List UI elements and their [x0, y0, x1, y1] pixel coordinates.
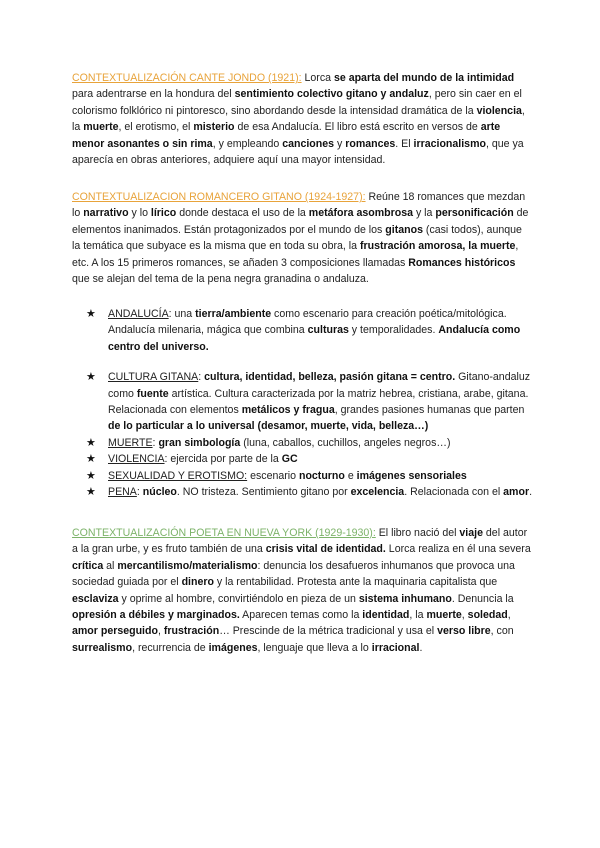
emphasis-text: tierra/ambiente [195, 308, 272, 320]
body-text: Lorca [301, 72, 334, 84]
body-text: (luna, caballos, cuchillos, angeles negros…) [240, 436, 451, 449]
star-bullet-icon: ★ [86, 486, 96, 499]
emphasis-text: verso libre [437, 625, 491, 638]
body-text: : [198, 371, 205, 384]
emphasis-text: soledad [467, 609, 508, 622]
emphasis-text: crítica [72, 559, 104, 572]
star-bullet-icon: ★ [86, 469, 96, 482]
body-text: , y empleando [212, 137, 283, 150]
body-text: , lenguaje que lleva a lo [257, 641, 372, 654]
body-text: . [419, 641, 423, 654]
body-text: de esa Andalucía. El libro está escrito en versos de [234, 121, 481, 134]
body-text: . El [395, 137, 414, 150]
body-text: . Denuncia la [451, 592, 514, 605]
body-text: , [507, 609, 511, 622]
theme-label: PENA [108, 486, 137, 499]
emphasis-text: mercantilismo/materialismo [117, 559, 258, 572]
emphasis-text: amor perseguido [72, 625, 158, 638]
body-text: , grandes pasiones humanas que parten [334, 404, 525, 417]
star-bullet-icon: ★ [86, 371, 96, 384]
star-bullet-icon: ★ [86, 436, 96, 449]
emphasis-text: sentimiento colectivo gitano y andaluz [234, 88, 429, 101]
body-text: : [136, 486, 143, 499]
body-text: … Prescinde de la métrica tradicional y usa el [219, 625, 438, 638]
emphasis-text: imágenes [208, 641, 258, 654]
emphasis-text: muerte [83, 121, 119, 134]
body-text: e [344, 469, 357, 482]
body-text: , el erotismo, el [118, 121, 194, 134]
emphasis-text: irracionalismo [413, 137, 486, 150]
theme-list-item [86, 468, 534, 484]
body-text: , recurrencia de [132, 641, 209, 654]
emphasis-text: dinero [181, 576, 214, 589]
theme-list-item [86, 306, 534, 355]
emphasis-text: gitanos [385, 223, 423, 236]
theme-label: MUERTE [108, 436, 153, 449]
emphasis-text: crisis vital de identidad. [265, 543, 386, 556]
emphasis-text: romances [345, 137, 396, 150]
body-text: , que ya aparecía en obras anteriores, adquiere aquí una mayor intensidad. [72, 137, 524, 167]
body-text: , etc. A los 15 primeros romances, se añaden 3 composiciones llamadas [72, 240, 519, 269]
star-bullet-icon: ★ [86, 453, 96, 466]
section-cante-jondo [72, 70, 532, 168]
emphasis-text: metáfora asombrosa [308, 207, 413, 220]
emphasis-text: de lo particular a lo universal (desamor, muerte, vida, belleza…) [108, 420, 429, 433]
emphasis-text: Andalucía como centro del universo. [108, 324, 521, 353]
section-heading: CONTEXTUALIZACIÓN CANTE JONDO (1921): [72, 72, 302, 84]
theme-label: SEXUALIDAD Y EROTISMO: [108, 469, 248, 482]
emphasis-text: excelencia [350, 486, 405, 499]
section-poeta-nueva-york [72, 525, 532, 656]
body-text: Aparecen temas como la [239, 609, 363, 622]
body-text: Lorca realiza en él una severa [385, 543, 531, 556]
theme-list-item [86, 451, 534, 467]
body-text: Reúne 18 romances que mezdan lo [72, 191, 526, 220]
body-text: del autor a la gran urbe, y es fruto también de una [72, 527, 528, 556]
body-text: , con [490, 625, 514, 638]
body-text: , la [409, 609, 427, 622]
theme-label: VIOLENCIA [108, 453, 165, 466]
emphasis-text: narrativo [83, 207, 129, 220]
body-text: y lo [128, 207, 151, 220]
body-text: donde destaca el uso de la [176, 207, 309, 220]
emphasis-text: culturas [307, 324, 349, 337]
section-romancero-gitano [72, 189, 532, 287]
body-text: : [152, 436, 159, 449]
emphasis-text: muerte [426, 609, 462, 622]
body-text: El libro nació del [375, 527, 460, 539]
body-text: y la [413, 207, 436, 220]
emphasis-text: opresión a débiles y marginados. [72, 609, 240, 622]
emphasis-text: núcleo [142, 486, 177, 499]
section-heading: CONTEXTUALIZACIÓN POETA EN NUEVA YORK (1929-1930): [72, 527, 376, 539]
emphasis-text: misterio [193, 121, 235, 134]
theme-list-item [86, 435, 534, 451]
theme-list-item [86, 484, 534, 500]
emphasis-text: frustración [163, 625, 220, 638]
emphasis-text: canciones [282, 137, 335, 150]
emphasis-text: sistema inhumano [358, 592, 452, 605]
star-bullet-icon: ★ [86, 308, 96, 320]
emphasis-text: nocturno [298, 469, 345, 482]
body-text: , [461, 609, 468, 622]
emphasis-text: viaje [459, 527, 483, 539]
body-text: y la rentabilidad. Protesta ante la maquinaria capitalista que [213, 576, 498, 589]
body-text: como escenario para creación poética/mitológica. Andalucía milenaria, mágica que combina [108, 308, 507, 337]
body-text: : denuncia los desafueros inhumanos que provoca una sociedad guiada por el [72, 559, 515, 589]
emphasis-text: amor [503, 486, 530, 499]
section-body [72, 72, 525, 166]
section-heading: CONTEXTUALIZACION ROMANCERO GITANO (1924-1927): [72, 191, 366, 203]
body-text: , [157, 625, 164, 638]
body-text: artística. Cultura caracterizada por la matriz hebrea, cristiana, arabe, gitana. Relacionada con elementos [108, 387, 529, 417]
body-text: y oprime al hombre, convirtiéndolo en pieza de un [118, 592, 359, 605]
body-text: escenario [247, 469, 299, 482]
emphasis-text: imágenes sensoriales [356, 469, 467, 482]
body-text: , pero sin caer en el colorismo folklórico ni pintoresco, sino abordando desde la intensidad dramática de la [72, 88, 522, 117]
body-text: . NO tristeza. Sentimiento gitano por [176, 486, 351, 499]
body-text: Gitano-andaluz como [108, 371, 531, 400]
list-spacer [86, 355, 534, 369]
emphasis-text: GC [281, 453, 298, 466]
section-body [72, 191, 528, 285]
theme-list-item [86, 369, 534, 435]
theme-label: ANDALUCÍA [108, 308, 169, 320]
emphasis-text: esclaviza [72, 592, 119, 605]
emphasis-text: violencia [476, 104, 522, 117]
emphasis-text: fuente [136, 387, 169, 400]
body-text: : una [168, 308, 196, 320]
section-body [72, 527, 531, 654]
emphasis-text: personificación [435, 207, 514, 220]
emphasis-text: cultura, identidad, belleza, pasión gitana = centro. [204, 371, 456, 384]
body-text: (casi todos), aunque la temática que subyace es la misma que en toda su obra, la [72, 223, 522, 253]
emphasis-text: Romances históricos [408, 256, 516, 269]
emphasis-text: frustración amorosa, la muerte [359, 240, 516, 253]
body-text: . Relacionada con el [404, 486, 504, 499]
emphasis-text: se aparta del mundo de la intimidad [333, 72, 515, 84]
emphasis-text: irracional [371, 641, 420, 654]
emphasis-text: arte menor asonantes o sin rima [72, 121, 501, 150]
body-text: para adentrarse en la hondura del [72, 88, 235, 101]
emphasis-text: gran simbología [158, 436, 241, 449]
body-text: : ejercida por parte de la [164, 453, 282, 466]
body-text: que se alejan del tema de la pena negra granadina o andaluza. [72, 273, 369, 286]
body-text: y temporalidades. [348, 324, 439, 337]
theme-label: CULTURA GITANA [108, 371, 199, 384]
body-text: de elementos inanimados. Están protagonizados por el mundo de los [72, 207, 529, 236]
body-text: y [334, 137, 346, 150]
body-text: al [103, 559, 118, 572]
emphasis-text: identidad [362, 609, 410, 622]
emphasis-text: surrealismo [72, 641, 133, 654]
body-text: , la [72, 104, 525, 134]
body-text: . [529, 486, 533, 499]
emphasis-text: metálicos y fragua [241, 404, 335, 417]
theme-list [86, 306, 534, 500]
emphasis-text: lírico [150, 207, 177, 220]
